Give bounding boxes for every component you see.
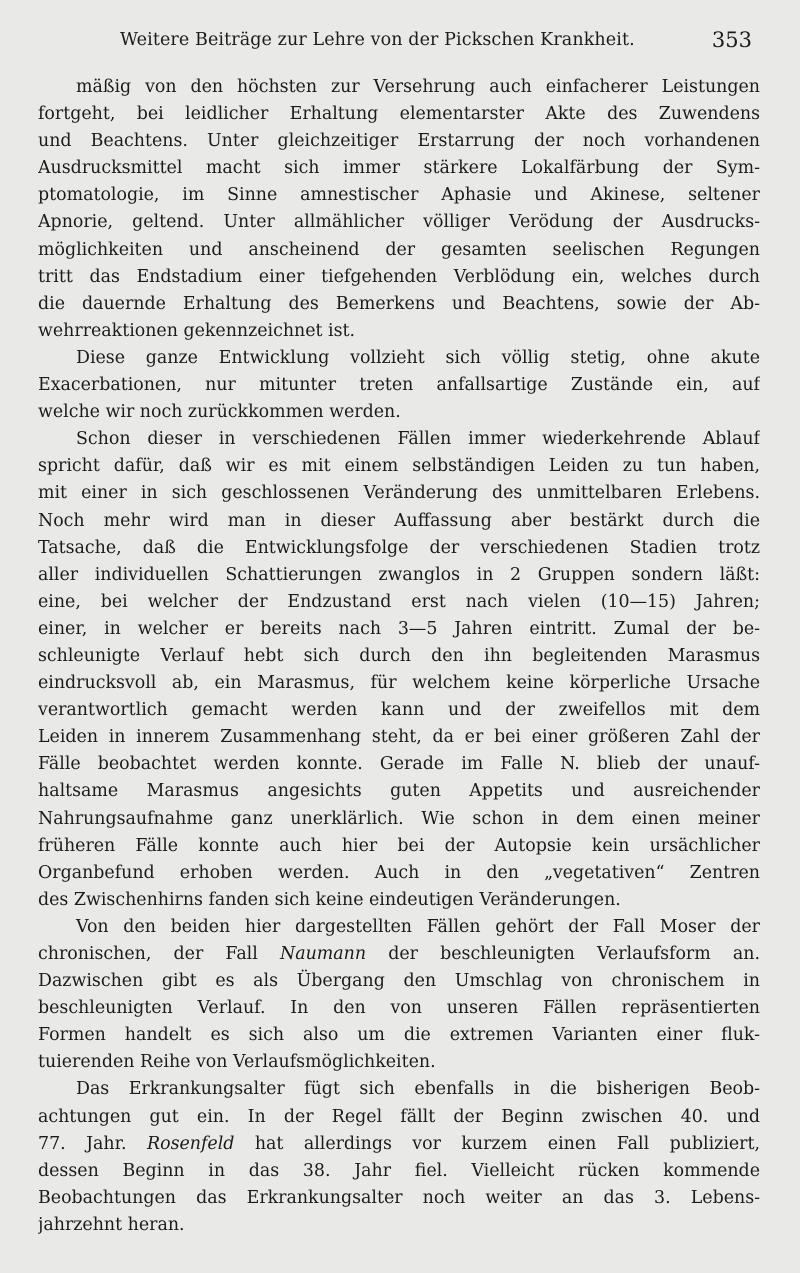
- text-line: Tatsache, daß die Entwicklungsfolge der verschiedenen Stadien trotz: [38, 537, 760, 558]
- text-line: des Zwischenhirns fanden sich keine eindeutigen Veränderungen.: [38, 889, 621, 910]
- text-line: Beobachtungen das Erkrankungsalter noch weiter an das 3. Lebens-: [38, 1187, 760, 1208]
- paragraph: [38, 914, 760, 1077]
- text-line: schleunigte Verlauf hebt sich durch den ihn begleitenden Marasmus: [38, 645, 760, 666]
- text-line: und Beachtens. Unter gleichzeitiger Erstarrung der noch vorhandenen: [38, 131, 760, 152]
- text-line: aller individuellen Schattierungen zwanglos in 2 Gruppen sondern läßt:: [38, 564, 760, 585]
- text-line: ptomatologie, im Sinne amnestischer Aphasie und Akinese, seltener: [38, 185, 760, 206]
- text-line: Dazwischen gibt es als Übergang den Umschlag von chronischem in: [38, 971, 760, 992]
- text-line: tuierenden Reihe von Verlaufsmöglichkeiten.: [38, 1052, 436, 1073]
- text-line: Organbefund erhoben werden. Auch in den „vegetativen“ Zentren: [38, 862, 760, 883]
- running-title: Weitere Beiträge zur Lehre von der Pickschen Krankheit.: [120, 30, 635, 50]
- text-line: Apnorie, geltend. Unter allmählicher völliger Verödung der Ausdrucks-: [38, 212, 760, 233]
- text-line: spricht dafür, daß wir es mit einem selbständigen Leiden zu tun haben,: [38, 456, 760, 477]
- text-line: einer, in welcher er bereits nach 3—5 Jahren eintritt. Zumal der be-: [38, 618, 760, 639]
- text-line: wehrreaktionen gekennzeichnet ist.: [38, 320, 356, 341]
- text-line: Exacerbationen, nur mitunter treten anfallsartige Zustände ein, auf: [38, 375, 760, 396]
- text-line: haltsame Marasmus angesichts guten Appetits und ausreichender: [38, 781, 760, 802]
- page-header: [38, 30, 762, 60]
- text-line: Schon dieser in verschiedenen Fällen immer wiederkehrende Ablauf: [76, 429, 760, 450]
- text-line: 77. Jahr. Rosenfeld hat allerdings vor kurzem einen Fall publiziert,: [38, 1133, 760, 1154]
- text-line: dessen Beginn in das 38. Jahr fiel. Vielleicht rücken kommende: [38, 1160, 760, 1181]
- page-number: 353: [711, 28, 752, 52]
- text-line: Von den beiden hier dargestellten Fällen gehört der Fall Moser der: [76, 916, 760, 937]
- paragraph: [38, 1076, 760, 1239]
- text-line: Leiden in innerem Zusammenhang steht, da er bei einer größeren Zahl der: [38, 727, 760, 748]
- paragraph: [38, 345, 760, 426]
- text-line: Diese ganze Entwicklung vollzieht sich völlig stetig, ohne akute: [76, 347, 760, 368]
- text-line: chronischen, der Fall Naumann der beschleunigten Verlaufsform an.: [38, 944, 760, 964]
- text-line: Nahrungsaufnahme ganz unerklärlich. Wie schon in dem einen meiner: [38, 808, 760, 829]
- text-line: Fälle beobachtet werden konnte. Gerade im Falle N. blieb der unauf-: [38, 754, 760, 775]
- text-line: Noch mehr wird man in dieser Auffassung aber bestärkt durch die: [38, 510, 760, 531]
- text-line: verantwortlich gemacht werden kann und der zweifellos mit dem: [38, 700, 760, 721]
- text-line: die dauernde Erhaltung des Bemerkens und Beachtens, sowie der Ab-: [38, 293, 760, 314]
- text-line: Das Erkrankungsalter fügt sich ebenfalls in die bisherigen Beob-: [76, 1079, 760, 1100]
- text-line: achtungen gut ein. In der Regel fällt der Beginn zwischen 40. und: [38, 1106, 760, 1127]
- text-line: fortgeht, bei leidlicher Erhaltung elementarster Akte des Zuwendens: [38, 104, 760, 125]
- italic-name: Naumann: [279, 944, 367, 964]
- text-line: möglichkeiten und anscheinend der gesamten seelischen Regungen: [38, 239, 760, 260]
- text-line: mäßig von den höchsten zur Versehrung auch einfacherer Leistungen: [76, 77, 760, 97]
- text-line: jahrzehnt heran.: [38, 1214, 185, 1235]
- paragraph: [38, 74, 760, 345]
- body-text: [38, 74, 760, 1239]
- text-line: früheren Fälle konnte auch hier bei der Autopsie kein ursächlicher: [38, 835, 760, 856]
- paragraph: [38, 426, 760, 914]
- text-line: Ausdrucksmittel macht sich immer stärkere Lokalfärbung der Sym-: [38, 158, 760, 179]
- text-line: tritt das Endstadium einer tiefgehenden Verblödung ein, welches durch: [38, 266, 760, 287]
- italic-name: Rosenfeld: [147, 1133, 235, 1154]
- text-line: beschleunigten Verlauf. In den von unseren Fällen repräsentierten: [38, 998, 760, 1019]
- text-line: Formen handelt es sich also um die extremen Varianten einer fluk-: [38, 1025, 760, 1046]
- text-line: welche wir noch zurückkommen werden.: [38, 402, 401, 423]
- text-line: eine, bei welcher der Endzustand erst nach vielen (10—15) Jahren;: [38, 591, 760, 612]
- text-line: eindrucksvoll ab, ein Marasmus, für welchem keine körperliche Ursache: [38, 673, 760, 694]
- text-line: mit einer in sich geschlossenen Veränderung des unmittelbaren Erlebens.: [38, 483, 760, 504]
